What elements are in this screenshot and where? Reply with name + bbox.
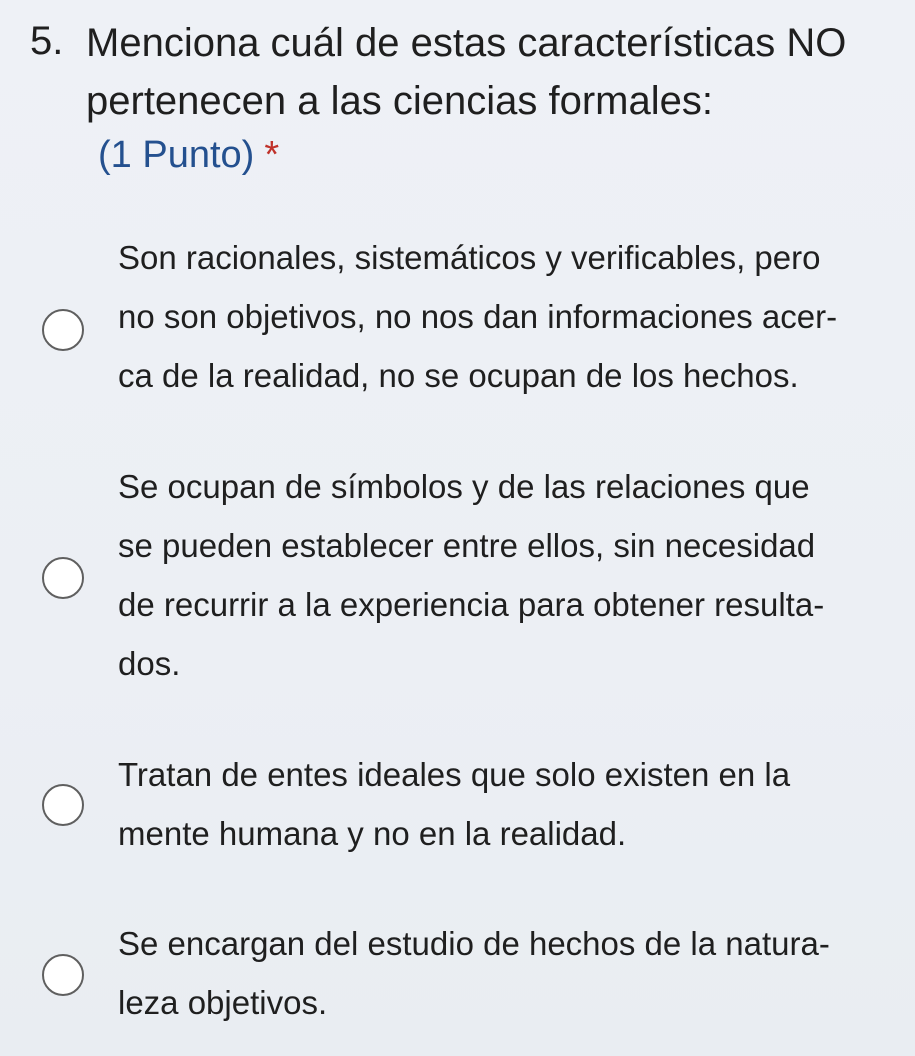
question-points xyxy=(98,130,279,180)
option-label[interactable]: Son racionales, sistemáticos y verificables, pero no son objetivos, no nos dan informaciones acer- ca de la realidad, no se ocupan de los hechos. xyxy=(118,239,838,394)
points-label: (1 Punto) xyxy=(98,134,255,176)
option-label[interactable]: Se ocupan de símbolos y de las relaciones que se pueden establecer entre ellos, sin necesidad de recurrir a la experiencia para obtener resulta- dos. xyxy=(118,468,825,682)
radio-button[interactable] xyxy=(42,784,84,826)
option-label[interactable]: Se encargan del estudio de hechos de la natura- leza objetivos. xyxy=(118,925,830,1021)
radio-button[interactable] xyxy=(42,557,84,599)
question-number: 5. xyxy=(30,19,64,63)
option-label[interactable]: Tratan de entes ideales que solo existen en la mente humana y no en la realidad. xyxy=(118,756,791,852)
required-asterisk: * xyxy=(264,134,280,176)
radio-button[interactable] xyxy=(42,954,84,996)
question-text: Menciona cuál de estas características NO pertenecen a las ciencias formales: xyxy=(86,21,847,123)
radio-button[interactable] xyxy=(42,309,84,351)
